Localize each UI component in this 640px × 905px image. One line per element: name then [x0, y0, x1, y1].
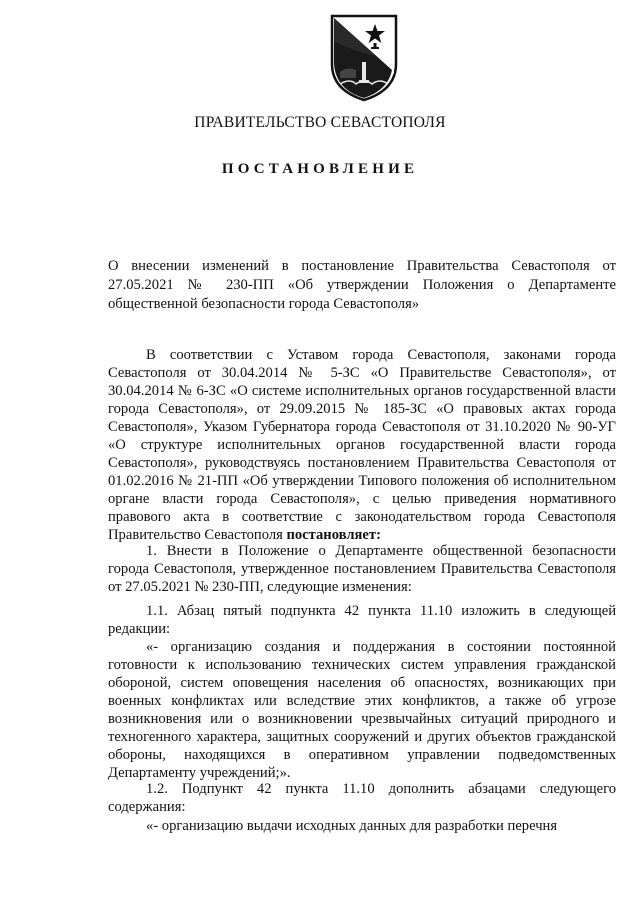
government-name: ПРАВИТЕЛЬСТВО СЕВАСТОПОЛЯ: [194, 114, 446, 131]
coat-of-arms-icon: [326, 12, 402, 102]
quoted-paragraph-2: «- организацию выдачи исходных данных для разработки перечня: [146, 818, 558, 834]
quoted-paragraph-1: «- организацию создания и поддержания в состоянии постоянной готовности к использованию технических систем управления гражданской обороной, систем оповещения населения об опасностях, возникающих при военных конфликтах или вследствие этих конфликтов, а также об угрозе возникновения или о возникновении чрезвычайных ситуаций природного и техногенного характера, защитных сооружений и других объектов гражданской обороны, находящихся в оперативном управлении подведомственных Департаменту учреждений;».: [108, 639, 616, 781]
item-1-paragraph: 1. Внести в Положение о Департаменте общественной безопасности города Севастополя, утвержденное постановлением Правительства Севастополя от 27.05.2021 № 230-ПП, следующие изменения:: [108, 543, 616, 595]
intro-paragraph: [108, 346, 616, 544]
intro-text: В соответствии с Уставом города Севастополя, законами города Севастополя от 30.04.2014 № 5-ЗС «О Правительстве Севастополя», от 30.04.2014 № 6-ЗС «О системе исполнительных органов государственной власти города Севастополя», от 29.09.2015 № 185-ЗС «О правовых актах города Севастополя», Указом Губернатора города Севастополя от 31.10.2020 № 90-УГ «О структуре исполнительных органов государственной власти города Севастополя», руководствуясь постановлением Правительства Севастополя от 01.02.2016 № 21-ПП «Об утверждении Типового положения об исполнительном органе власти города Севастополя», с целью приведения нормативного правового акта в соответствие с законодательством города Севастополя Правительство Севастополя: [108, 347, 616, 543]
document-subject: О внесении изменений в постановление Правительства Севастополя от 27.05.2021 № 230-ПП «Об утверждении Положения о Департаменте общественной безопасности города Севастополя»: [108, 258, 616, 312]
resolves-word: постановляет:: [286, 527, 381, 543]
document-type-title: ПОСТАНОВЛЕНИЕ: [221, 161, 419, 177]
item-1-1-paragraph: 1.1. Абзац пятый подпункта 42 пункта 11.10 изложить в следующей редакции:: [108, 603, 616, 637]
item-1-2-paragraph: 1.2. Подпункт 42 пункта 11.10 дополнить абзацами следующего содержания:: [108, 781, 616, 815]
